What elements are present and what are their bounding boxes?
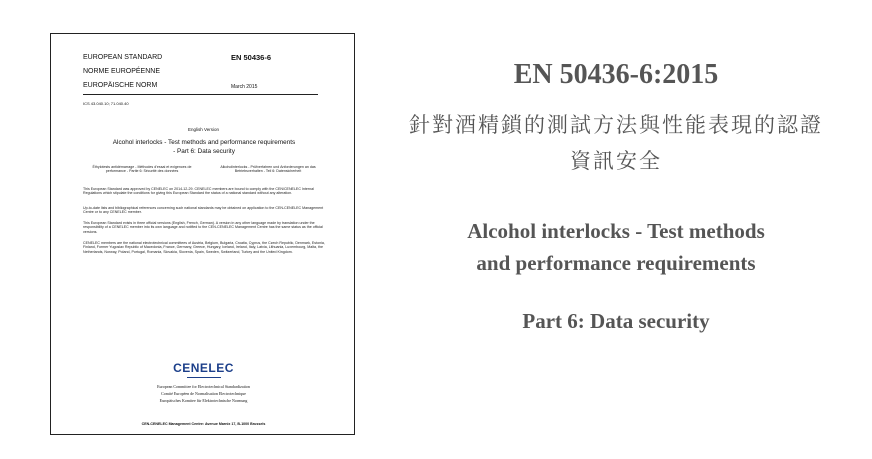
- english-title-line-2: and performance requirements: [476, 251, 756, 275]
- part-title: Part 6: Data security: [522, 309, 710, 333]
- english-title-line-1: Alcohol interlocks - Test methods: [467, 219, 765, 243]
- approval-paragraph: This European Standard was approved by CENELEC on 2014-12-29. CENELEC members are bound to comply with the CEN/CENELEC Internal Regulations which stipulate the conditions for giving this European Standard the status of a national standard without any alteration.: [83, 187, 314, 196]
- logo-underline: [187, 377, 221, 378]
- management-centre-address: CEN-CENELEC Management Centre: Avenue Marnix 17, B-1000 Brussels: [141, 422, 266, 426]
- national-lists-paragraph: Up-to-date lists and bibliographical references concerning such national standards may be obtained on application to the CEN-CENELEC Management Centre or to any CENELEC member.: [83, 206, 324, 215]
- cover-title: Alcohol interlocks - Test methods and performance requirements - Part 6: Data security: [112, 139, 296, 155]
- header-divider: [83, 94, 318, 95]
- standard-cover-image: [50, 33, 355, 435]
- header-line-3: EUROPÄISCHE NORM: [83, 82, 158, 89]
- ics-code: ICS 43.040.10; 71.040.40: [83, 101, 129, 106]
- members-paragraph: CENELEC members are the national electrotechnical committees of Austria, Belgium, Bulgaria, Croatia, Cyprus, the Czech Republic, Denmark, Estonia, Finland, Former Yugoslav Republic of Macedonia, France, Germany, Greece, Hungary, Iceland, Ireland, Italy, Latvia, Lithuania, Luxembourg, Malta, the Netherlands, Norway, Poland, Portugal, Romania, Slovakia, Slovenia, Spain, Sweden, Switzerland, Turkey and the United Kingdom.: [83, 241, 325, 254]
- french-title: Éthylotests antidémarrage - Méthodes d'essai et exigences de performance - Partie 6: Sécurité des données: [92, 165, 192, 174]
- german-title: Alkoholinterlocks - Prüfverfahren und Anforderungen an das Betriebsverhalten - Teil 6: Datensicherheit: [220, 165, 316, 174]
- publication-date: March 2015: [231, 84, 258, 90]
- org-name-french: Comité Européen de Normalisation Electrotechnique: [161, 391, 246, 396]
- versions-paragraph: This European Standard exists in three official versions (English, French, German). A version in any other language made by translation under the responsibility of a CENELEC member into its own language and notified to the CEN-CENELEC Management Centre has the same status as the official versions.: [83, 221, 323, 234]
- standard-code: EN 50436-6:2015: [513, 59, 719, 90]
- header-line-2: NORME EUROPÉENNE: [83, 68, 161, 75]
- chinese-title-line-2: 資訊安全: [570, 149, 662, 173]
- cenelec-logo: CENELEC: [173, 361, 234, 375]
- org-name-english: European Committee for Electrotechnical Standardization: [157, 384, 250, 389]
- chinese-title-line-1: 針對酒精鎖的測試方法與性能表現的認證: [409, 113, 823, 137]
- version-label: English Version: [187, 127, 220, 132]
- org-name-german: Europäisches Komitee für Elektrotechnische Normung: [159, 398, 248, 403]
- standard-number: EN 50436-6: [231, 53, 272, 62]
- header-line-1: EUROPEAN STANDARD: [83, 54, 163, 61]
